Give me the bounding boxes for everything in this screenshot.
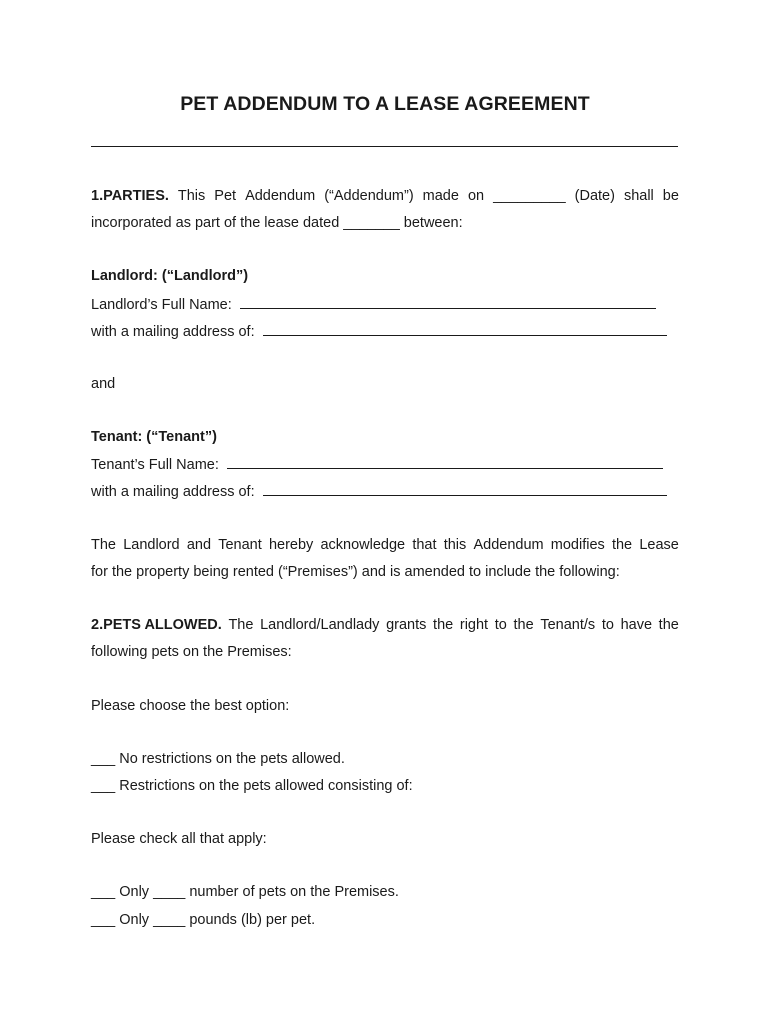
title-underline xyxy=(91,146,678,147)
ack-word: hereby xyxy=(268,537,314,553)
pets-word: grants xyxy=(386,617,427,633)
and-text: and xyxy=(91,376,116,392)
parties-word: Pet xyxy=(214,188,237,204)
choose-prompt: Please choose the best option: xyxy=(91,698,290,714)
ack-word: modifies xyxy=(550,537,605,553)
pets-word: right xyxy=(459,617,489,633)
ack-word: The xyxy=(91,537,116,553)
pets-allowed-line-1 xyxy=(91,617,679,633)
parties-heading: 1.PARTIES. xyxy=(91,188,169,204)
parties-word: (“Addendum”) xyxy=(324,188,414,204)
landlord-name-row xyxy=(91,296,656,313)
parties-word: Addendum xyxy=(245,188,316,204)
pets-allowed-heading: 2.PETS ALLOWED. xyxy=(91,617,222,633)
parties-word: shall xyxy=(623,188,654,204)
pets-word: to xyxy=(494,617,507,633)
landlord-name-label: Landlord’s Full Name: xyxy=(91,297,232,313)
tenant-address-blank xyxy=(263,483,667,496)
ack-word: and xyxy=(186,537,212,553)
option-no-restrictions: ___ No restrictions on the pets allowed. xyxy=(91,751,345,767)
parties-line-2: incorporated as part of the lease dated _______ between: xyxy=(91,215,463,231)
parties-word: be xyxy=(662,188,679,204)
pets-word: have xyxy=(620,617,653,633)
option-restrictions: ___ Restrictions on the pets allowed consisting of: xyxy=(91,778,413,794)
parties-line-1 xyxy=(91,188,679,204)
pets-word: the xyxy=(433,617,454,633)
tenant-heading: Tenant: (“Tenant”) xyxy=(91,429,217,445)
pets-word: Landlord/Landlady xyxy=(260,617,380,633)
ack-word: this xyxy=(443,537,467,553)
ack-word: Tenant xyxy=(218,537,262,553)
ack-word: Landlord xyxy=(123,537,180,553)
ack-word: that xyxy=(412,537,437,553)
tenant-name-row xyxy=(91,456,663,473)
pets-word: Tenant/s xyxy=(540,617,596,633)
parties-word: This xyxy=(177,188,206,204)
document-title: PET ADDENDUM TO A LEASE AGREEMENT xyxy=(180,93,590,115)
check-pounds-per-pet: ___ Only ____ pounds (lb) per pet. xyxy=(91,912,316,928)
parties-word: made xyxy=(422,188,459,204)
pets-allowed-line-2: following pets on the Premises: xyxy=(91,644,292,660)
tenant-address-row xyxy=(91,483,667,500)
tenant-name-label: Tenant’s Full Name: xyxy=(91,457,219,473)
acknowledge-line-2: for the property being rented (“Premises”) and is amended to include the following: xyxy=(91,564,620,580)
check-prompt: Please check all that apply: xyxy=(91,831,267,847)
tenant-address-label: with a mailing address of: xyxy=(91,484,255,500)
ack-word: the xyxy=(611,537,633,553)
parties-word: on xyxy=(467,188,485,204)
landlord-address-label: with a mailing address of: xyxy=(91,324,255,340)
landlord-heading: Landlord: (“Landlord”) xyxy=(91,268,249,284)
landlord-address-row xyxy=(91,323,667,340)
pets-word: The xyxy=(228,617,254,633)
pets-word: the xyxy=(658,617,679,633)
date-blank: _________ xyxy=(493,188,566,204)
check-number-of-pets: ___ Only ____ number of pets on the Premises. xyxy=(91,884,399,900)
pets-word: the xyxy=(513,617,534,633)
ack-word: Lease xyxy=(639,537,679,553)
pets-word: to xyxy=(601,617,614,633)
ack-word: Addendum xyxy=(473,537,544,553)
acknowledge-line-1 xyxy=(91,537,679,553)
ack-word: acknowledge xyxy=(320,537,406,553)
parties-word: (Date) xyxy=(574,188,615,204)
tenant-name-blank xyxy=(227,456,663,469)
landlord-name-blank xyxy=(240,296,656,309)
landlord-address-blank xyxy=(263,323,667,336)
